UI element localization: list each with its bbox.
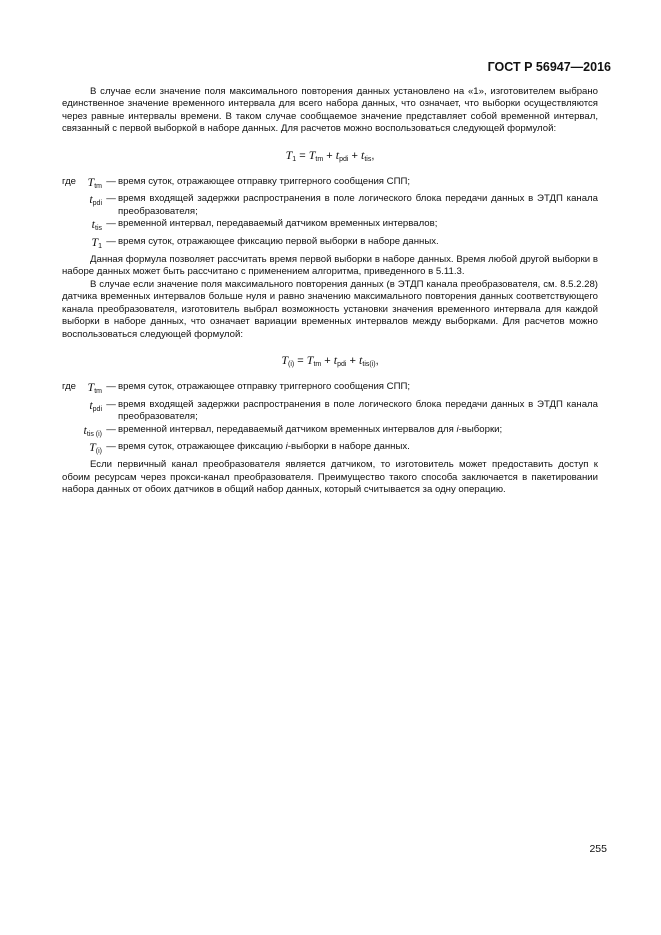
- definition-item: $t_{pdi}$ — время входящей задержки распространения в поле логического блока передачи данных в ЭТДП канала преобразователя;: [89, 397, 598, 423]
- definition-item: $t_{pdi}$ — время входящей задержки распространения в поле логического блока передачи данных в ЭТДП канала преобразователя;: [89, 192, 598, 217]
- definitions-1: [62, 176, 598, 253]
- definitions-2: [62, 381, 598, 458]
- definition-item: где $T_{tm}$ — время суток, отражающее отправку триггерного сообщения СПП;: [62, 380, 411, 396]
- page-body: [62, 86, 598, 497]
- document-header: ГОСТ Р 56947—2016: [487, 60, 611, 74]
- formula-1: $T_1 = T_{tm} + t_{pdi} + t_{tis}$,: [285, 147, 375, 163]
- definition-item: $t_{tis (i)}$ — временной интервал, передаваемый датчиком временных интервалов для i-выборки;: [83, 422, 503, 438]
- formula-2: $T_{(i)} = T_{tm} + t_{pdi} + t_{tis(i)}$,: [281, 352, 379, 368]
- paragraph-2: Данная формула позволяет рассчитать время первой выборки в наборе данных. Время любой другой выборки в наборе данных может быть рассчитано с применением алгоритма, приведенного в 5.11.3.: [62, 254, 598, 278]
- definition-item: $T_1$ — время суток, отражающее фиксацию первой выборки в наборе данных.: [91, 234, 439, 250]
- paragraph-3: В случае если значение поля максимального повторения данных (в ЭТДП канала преобразователя, см. 8.5.2.28) датчика временных интервалов больше нуля и равно значению максимального повторения данных соответствующего канала преобразователя, изготовитель выбрал возможность установки значения временного интервала для каждой выборки в наборе данных, что означает вариации временных интервалов между выборками. Для расчетов можно воспользоваться следующей формулой:: [62, 278, 598, 340]
- definition-item: где $T_{tm}$ — время суток, отражающее отправку триггерного сообщения СПП;: [62, 175, 411, 191]
- paragraph-1: В случае если значение поля максимального повторения данных установлено на «1», изготовителем выбрано единственное значение временного интервала для всего набора данных, что означает, что выборки осуществляются через равные интервалы времени. В таком случае сообщаемое значение представляет собой временной интервал, связанный с первой выборкой в наборе данных. Для расчетов можно воспользоваться следующей формулой:: [62, 86, 598, 135]
- page-number: 255: [589, 843, 607, 855]
- definition-item: $T_{(i)}$ — время суток, отражающее фиксацию i-выборки в наборе данных.: [89, 439, 410, 455]
- definition-item: $t_{tis}$ — временной интервал, передаваемый датчиком временных интервалов;: [91, 217, 438, 233]
- paragraph-4: Если первичный канал преобразователя является датчиком, то изготовитель может предоставить доступ к обоим ресурсам через прокси-канал преобразователя. Преимущество такого способа заключается в пакетировании набора данных от обоих датчиков в общий набор данных, который считывается за одну операцию.: [62, 459, 598, 496]
